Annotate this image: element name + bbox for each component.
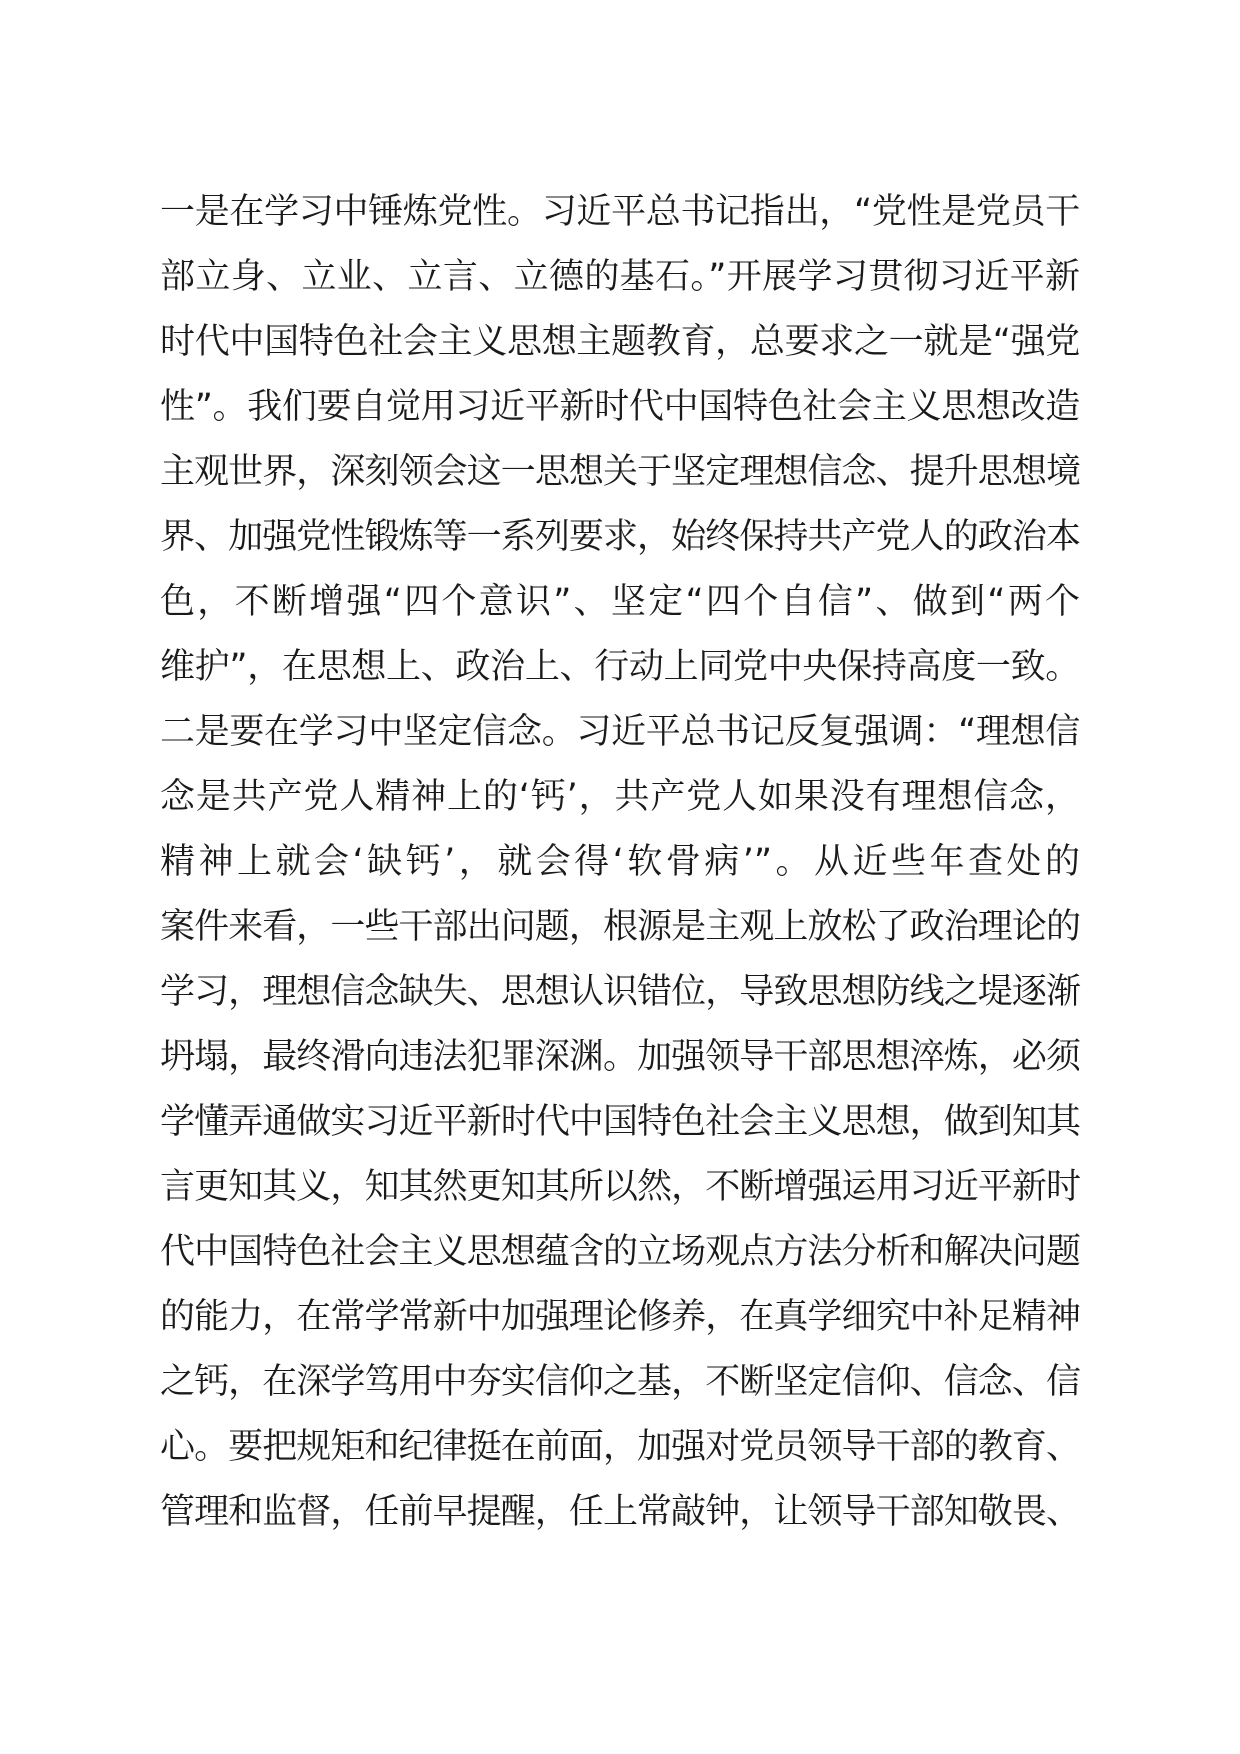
- text-line: 案件来看，一些干部出问题，根源是主观上放松了政治理论的: [160, 907, 1080, 947]
- text-line: 主观世界，深刻领会这一思想关于坚定理想信念、提升思想境: [160, 452, 1080, 492]
- text-line: 坍塌，最终滑向违法犯罪深渊。加强领导干部思想淬炼，必须: [160, 1037, 1080, 1077]
- text-line: 代中国特色社会主义思想蕴含的立场观点方法分析和解决问题: [160, 1232, 1080, 1272]
- text-line: 管理和监督，任前早提醒，任上常敲钟，让领导干部知敬畏、: [160, 1492, 1080, 1532]
- text-line: 二是要在学习中坚定信念。习近平总书记反复强调：“理想信: [160, 712, 1080, 752]
- text-line: 色，不断增强“四个意识”、坚定“四个自信”、做到“两个: [160, 582, 1080, 622]
- text-line: 学懂弄通做实习近平新时代中国特色社会主义思想，做到知其: [160, 1102, 1080, 1142]
- text-line: 时代中国特色社会主义思想主题教育，总要求之一就是“强党: [160, 322, 1080, 362]
- text-line: 界、加强党性锻炼等一系列要求，始终保持共产党人的政治本: [160, 517, 1080, 557]
- text-line: 维护”，在思想上、政治上、行动上同党中央保持高度一致。: [160, 647, 1080, 687]
- text-line: 学习，理想信念缺失、思想认识错位，导致思想防线之堤逐渐: [160, 972, 1080, 1012]
- body-text: [160, 180, 1080, 1545]
- text-line: 念是共产党人精神上的‘钙’，共产党人如果没有理想信念，: [160, 777, 1080, 817]
- text-line: 言更知其义，知其然更知其所以然，不断增强运用习近平新时: [160, 1167, 1080, 1207]
- text-line: 部立身、立业、立言、立德的基石。”开展学习贯彻习近平新: [160, 257, 1080, 297]
- text-line: 性”。我们要自觉用习近平新时代中国特色社会主义思想改造: [160, 387, 1080, 427]
- text-line: 之钙，在深学笃用中夯实信仰之基，不断坚定信仰、信念、信: [160, 1362, 1080, 1402]
- text-line: 精神上就会‘缺钙’，就会得‘软骨病’”。从近些年查处的: [160, 842, 1080, 882]
- text-line: 的能力，在常学常新中加强理论修养，在真学细究中补足精神: [160, 1297, 1080, 1337]
- text-line: 一是在学习中锤炼党性。习近平总书记指出，“党性是党员干: [160, 192, 1080, 232]
- text-line: 心。要把规矩和纪律挺在前面，加强对党员领导干部的教育、: [160, 1427, 1080, 1467]
